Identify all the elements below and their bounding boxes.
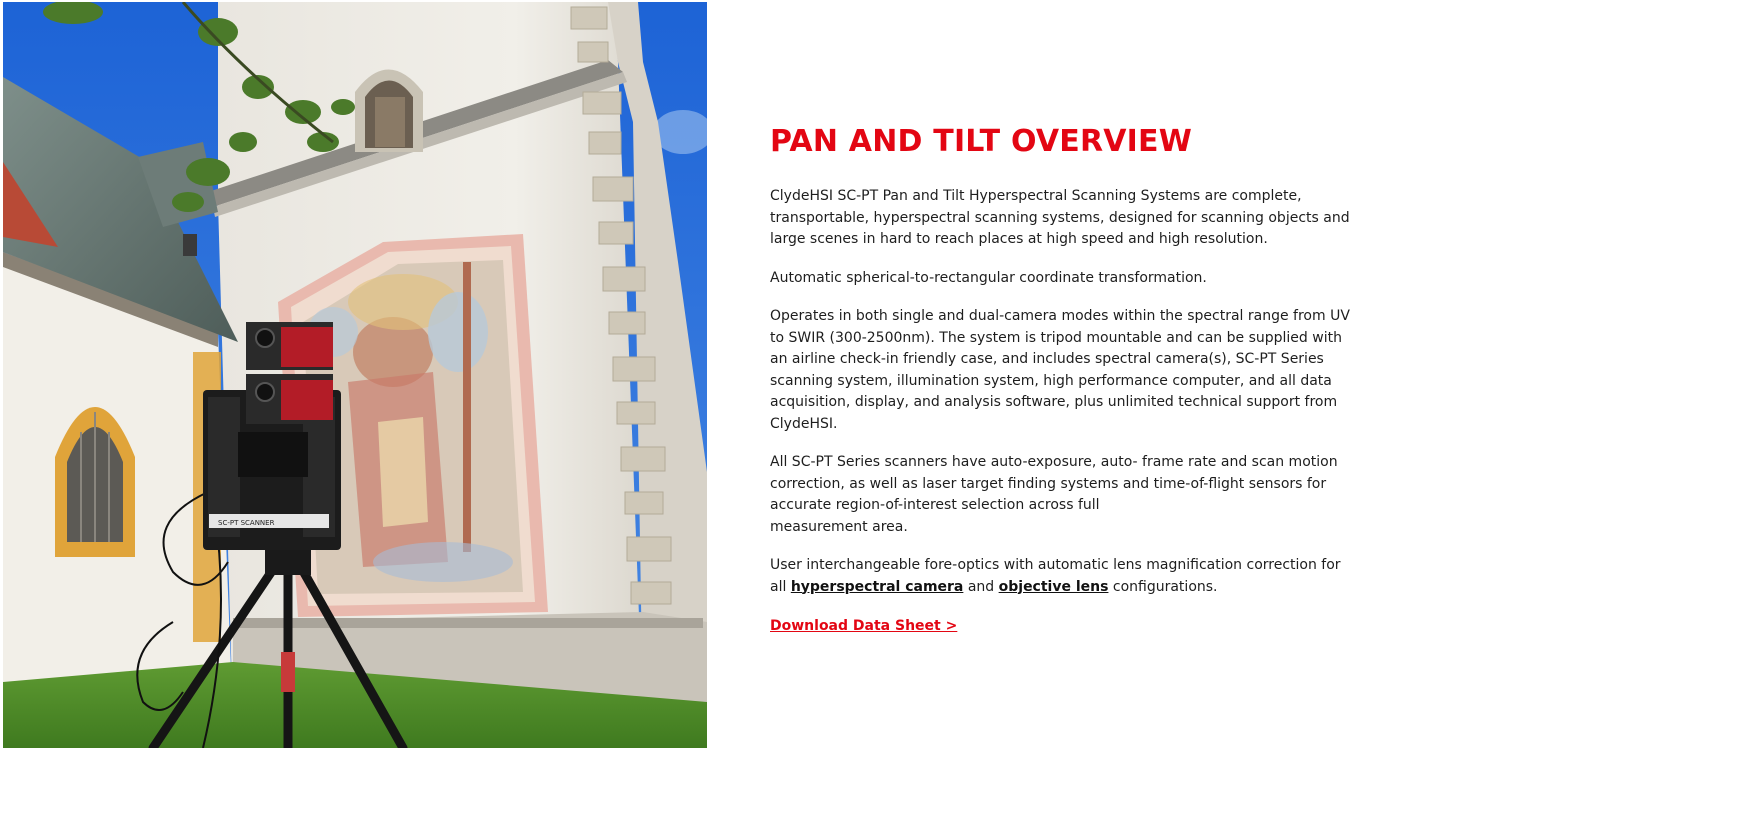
- modes-line: acquisition, display, and analysis software, plus unlimited technical support from: [770, 394, 1338, 410]
- download-data-sheet-link[interactable]: Download Data Sheet >: [770, 618, 958, 634]
- optics-pre-text: all: [770, 578, 791, 595]
- modes-line: scanning system, illumination system, high performance computer, and all data: [770, 372, 1332, 389]
- optics-post-text: configurations.: [1108, 578, 1218, 595]
- modes-line: an airline check-in friendly case, and includes spectral camera(s), SC-PT Series: [770, 351, 1324, 367]
- modes-line: ClydeHSI.: [770, 415, 838, 432]
- intro-paragraph: [770, 186, 1382, 251]
- transform-line: Automatic spherical-to-rectangular coordinate transformation.: [770, 269, 1207, 286]
- section-title: PAN AND TILT OVERVIEW: [770, 124, 1193, 159]
- intro-line: transportable, hyperspectral scanning systems, designed for scanning objects and: [770, 209, 1350, 226]
- objective-lens-link[interactable]: objective lens: [998, 578, 1109, 595]
- features-line: accurate region-of-interest selection across full: [770, 497, 1100, 513]
- hyperspectral-camera-link[interactable]: hyperspectral camera: [790, 578, 964, 595]
- overview-content: [770, 120, 1382, 637]
- optics-mid-text: and: [963, 578, 999, 595]
- optics-line-2: [770, 577, 1382, 599]
- features-line: All SC-PT Series scanners have auto-exposure, auto- frame rate and scan motion: [770, 454, 1338, 470]
- intro-line: large scenes in hard to reach places at high speed and high resolution.: [770, 231, 1268, 247]
- scanner-label: SC-PT SCANNER: [218, 519, 275, 527]
- hero-photo: [3, 2, 707, 748]
- modes-line: Operates in both single and dual-camera modes within the spectral range from UV: [770, 308, 1350, 324]
- modes-line: to SWIR (300-2500nm). The system is tripod mountable and can be supplied with: [770, 329, 1342, 346]
- features-paragraph: [770, 452, 1382, 538]
- modes-paragraph: [770, 306, 1382, 435]
- intro-line: ClydeHSI SC-PT Pan and Tilt Hyperspectral Scanning Systems are complete,: [770, 188, 1302, 204]
- optics-line: User interchangeable fore-optics with automatic lens magnification correction for: [770, 557, 1341, 573]
- transform-paragraph: [770, 268, 1382, 290]
- features-line: measurement area.: [770, 518, 908, 535]
- church-scanner-illustration: [3, 2, 707, 748]
- features-line: correction, as well as laser target finding systems and time-of-flight sensors for: [770, 475, 1327, 492]
- optics-paragraph: [770, 555, 1382, 598]
